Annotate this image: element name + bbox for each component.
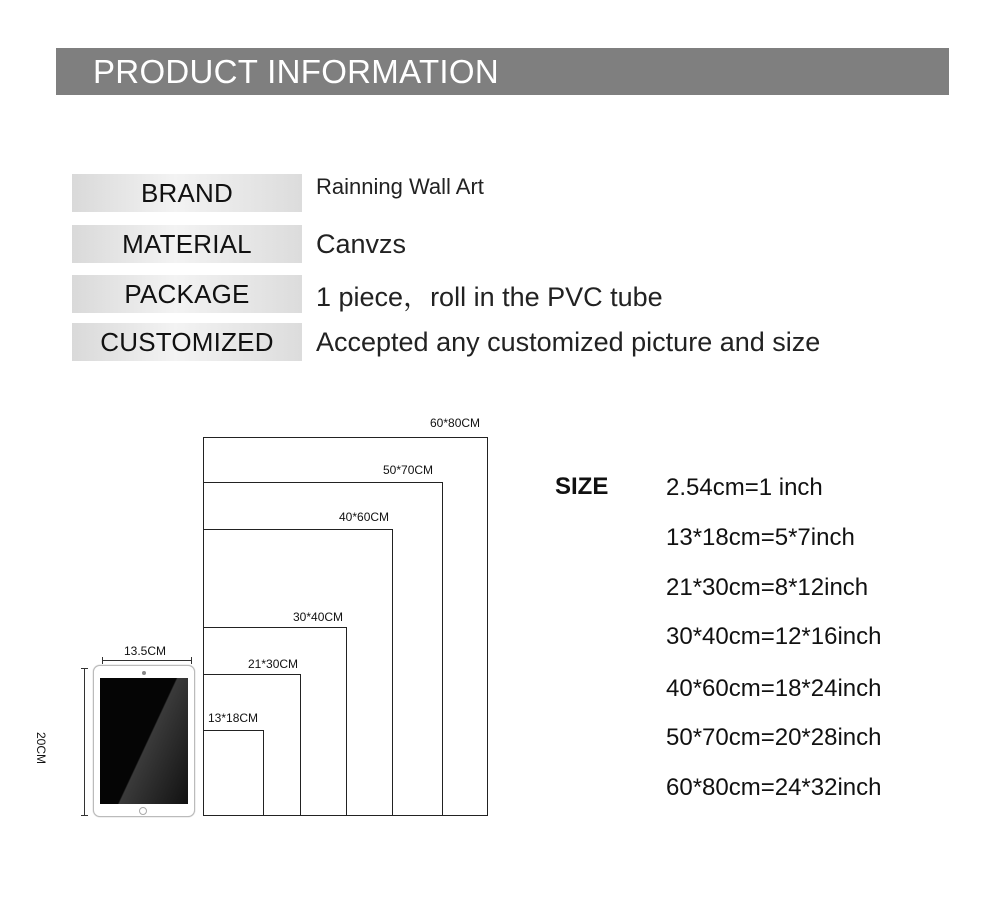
- spec-label-customized: CUSTOMIZED: [72, 323, 302, 361]
- spec-row-material: [72, 225, 932, 263]
- spec-value-brand: Rainning Wall Art: [316, 174, 484, 199]
- tablet-width-measure: [102, 660, 192, 661]
- size-item: 13*18cm=5*7inch: [666, 524, 855, 551]
- tablet-camera: [142, 671, 146, 675]
- frame-label-13x18: 13*18CM: [208, 711, 259, 725]
- frame-13x18: [203, 730, 264, 816]
- page-title: PRODUCT INFORMATION: [93, 53, 499, 90]
- tablet-icon: [93, 665, 195, 817]
- spec-row-package: [72, 275, 932, 313]
- size-item: 21*30cm=8*12inch: [666, 574, 869, 601]
- size-item: 30*40cm=12*16inch: [666, 623, 882, 650]
- product-info-banner: [56, 48, 949, 95]
- frame-label-30x40: 30*40CM: [293, 610, 344, 624]
- tablet-height-label: 20CM: [34, 732, 48, 765]
- frame-label-60x80: 60*80CM: [430, 416, 481, 430]
- spec-row-customized: [72, 323, 932, 361]
- spec-value-customized: Accepted any customized picture and size: [316, 326, 821, 357]
- spec-label-brand: BRAND: [72, 174, 302, 212]
- tablet-screen: [100, 678, 188, 804]
- size-item: 60*80cm=24*32inch: [666, 774, 882, 801]
- spec-value-package: 1 piece，roll in the PVC tube: [316, 281, 663, 312]
- spec-label-package: PACKAGE: [72, 275, 302, 313]
- size-item: 50*70cm=20*28inch: [666, 724, 882, 751]
- size-item: 2.54cm=1 inch: [666, 474, 823, 501]
- size-item: 40*60cm=18*24inch: [666, 675, 882, 702]
- frame-label-40x60: 40*60CM: [339, 510, 390, 524]
- frame-label-50x70: 50*70CM: [383, 463, 434, 477]
- spec-value-material: Canvzs: [316, 228, 407, 259]
- tablet-width-label: 13.5CM: [124, 644, 167, 658]
- tablet-home-button: [139, 807, 147, 815]
- size-title: SIZE: [555, 473, 609, 500]
- spec-row-brand: [72, 174, 932, 212]
- tablet-height-measure: [84, 668, 85, 816]
- spec-label-material: MATERIAL: [72, 225, 302, 263]
- frame-label-21x30: 21*30CM: [248, 657, 299, 671]
